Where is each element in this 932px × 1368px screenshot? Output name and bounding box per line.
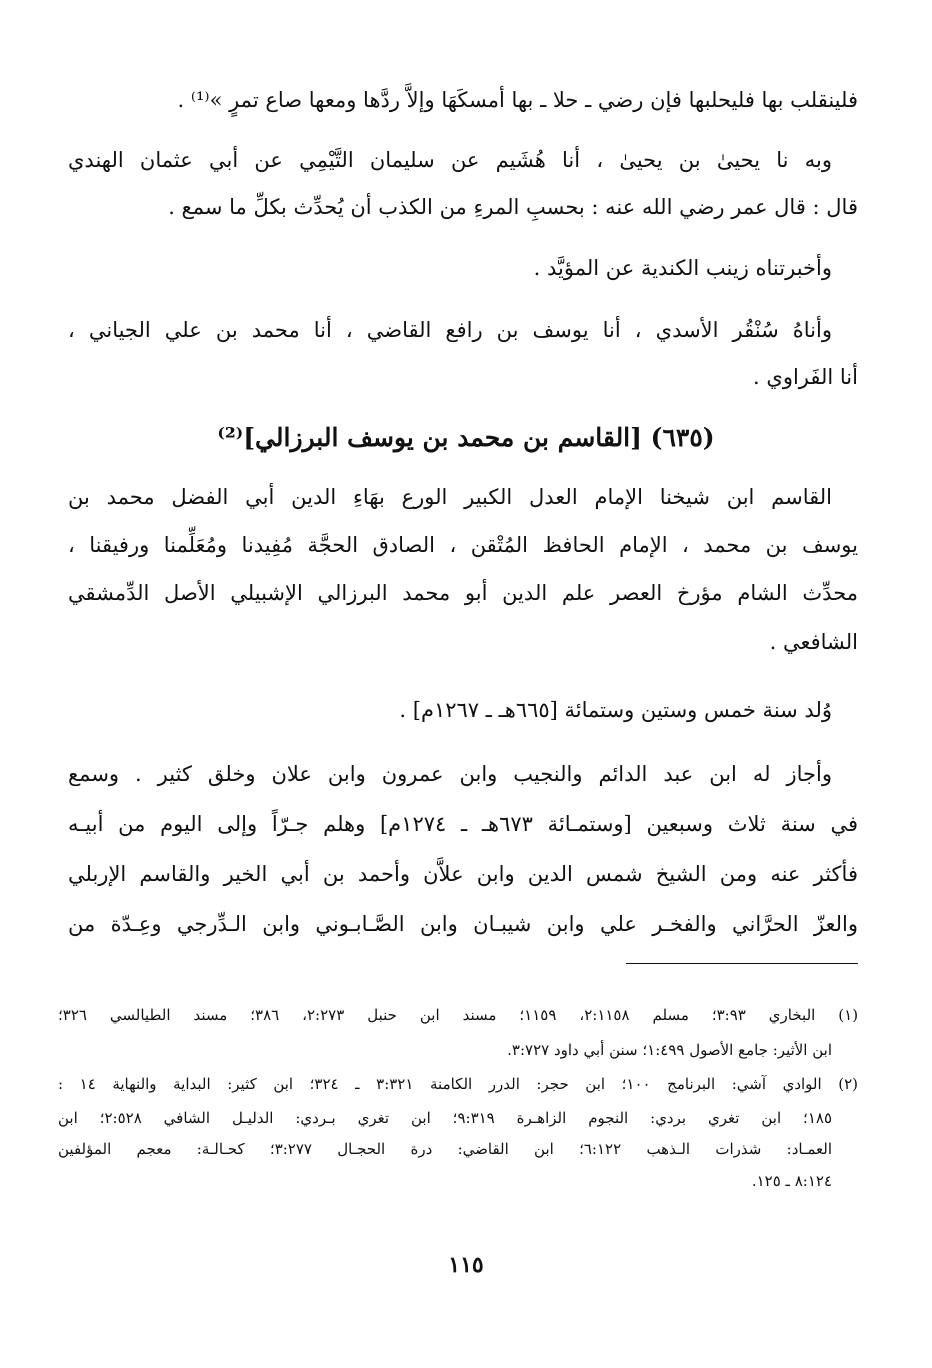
paragraph-biography-line-4: الشافعي . — [769, 630, 858, 654]
paragraph-teachers-line-3: فأكثر عنه ومن الشيخ شمس الدين وابن علاَّن وأحمد بن أبي الخير والقاسم الإربلي — [68, 862, 858, 886]
footnote-2-line-4: ٨:١٢٤ ـ ١٢٥. — [751, 1172, 832, 1190]
paragraph-teachers-line-1: وأجاز له ابن عبد الدائم والنجيب وابن عمرون وابن علان وخلق كثير . وسمع — [68, 762, 832, 786]
entry-heading: (٦٣٥) [القاسم بن محمد بن يوسف البرزالي]⁽²⁾ — [217, 423, 715, 452]
footnote-2-line-3: العمـاد: شذرات الـذهب ٦:١٢٢؛ ابن القاضي: درة الحجـال ٣:٢٧٧؛ كحـالـة: معجم المؤلفين — [58, 1140, 832, 1158]
paragraph-teachers-line-4: والعزّ الحرَّاني والفخـر علي وابن شيبـان وابن الصَّـابـوني وابن الـدِّرجي وعِـدّة من — [68, 912, 858, 936]
footnote-1-line-1: (١) البخاري ٣:٩٣؛ مسلم ٢:١١٥٨، ١١٥٩؛ مسند ابن حنبل ٢:٢٧٣، ٣٨٦؛ مسند الطيالسي ٣٢٦؛ — [58, 1006, 858, 1024]
page-number: ١١٥ — [448, 1252, 484, 1278]
paragraph-biography-line-1: القاسم ابن شيخنا الإمام العدل الكبير الورع بهَاءِ الدين أبي الفضل محمد بن — [68, 485, 832, 509]
paragraph-biography-line-2: يوسف بن محمد ، الإمام الحافظ المُتْقن ، الصادق الحجَّة مُفِيدنا ومُعَلِّمنا ورفيقنا ، — [68, 533, 858, 557]
paragraph-zaynab-line-1: وأخبرتناه زينب الكندية عن المؤيَّد . — [533, 256, 832, 280]
paragraph-birth-line-1: وُلد سنة خمس وستين وستمائة [٦٦٥هـ ـ ١٢٦٧م] . — [399, 698, 832, 722]
paragraph-sunqur-line-2: أنا الفَراوي . — [753, 365, 858, 389]
footnote-1-line-2: ابن الأثير: جامع الأصول ١:٤٩٩؛ سنن أبي داود ٣:٧٢٧. — [507, 1041, 832, 1059]
paragraph-biography-line-3: محدِّث الشام مؤرخ العصر علم الدين أبو محمد البرزالي الإشبيلي الأصل الدِّمشقي — [68, 581, 858, 605]
paragraph-hadith-ending-line-1: فلينقلب بها فليحلبها فإن رضي ـ حلا ـ بها أمسكَهَا وإلاَّ ردَّها ومعها صاع تمرٍ »⁽¹⁾ . — [177, 88, 858, 112]
paragraph-sunqur-line-1: وأناهُ سُنْقُر الأسدي ، أنا يوسف بن رافع القاضي ، أنا محمد بن علي الجياني ، — [68, 318, 832, 342]
paragraph-teachers-line-2: في سنة ثلاث وسبعين [وستمـائة ٦٧٣هـ ـ ١٢٧٤م] وهلم جـرّاً وإلى اليوم من أبيـه — [68, 812, 858, 836]
footnote-2-line-2: ١٨٥؛ ابن تغري بردي: النجوم الزاهـرة ٩:٣١٩؛ ابن تغري بـردي: الدليـل الشافي ٢:٥٢٨؛ ابن — [58, 1109, 832, 1127]
paragraph-isnad-line-1: وبه نا يحيىٰ بن يحيىٰ ، أنا هُشَيم عن سليمان التَّيْمِي عن أبي عثمان الهندي — [68, 148, 832, 172]
paragraph-isnad-line-2: قال : قال عمر رضي الله عنه : بحسبِ المرءِ من الكذب أن يُحدِّث بكلِّ ما سمع . — [168, 195, 858, 219]
footnote-separator-rule — [626, 963, 858, 964]
footnote-2-line-1: (٢) الوادي آشي: البرنامج ١٠٠؛ ابن حجر: الدرر الكامنة ٣:٣٢١ ـ ٣٢٤؛ ابن كثير: البداية والنهاية ١٤ : — [58, 1075, 858, 1093]
